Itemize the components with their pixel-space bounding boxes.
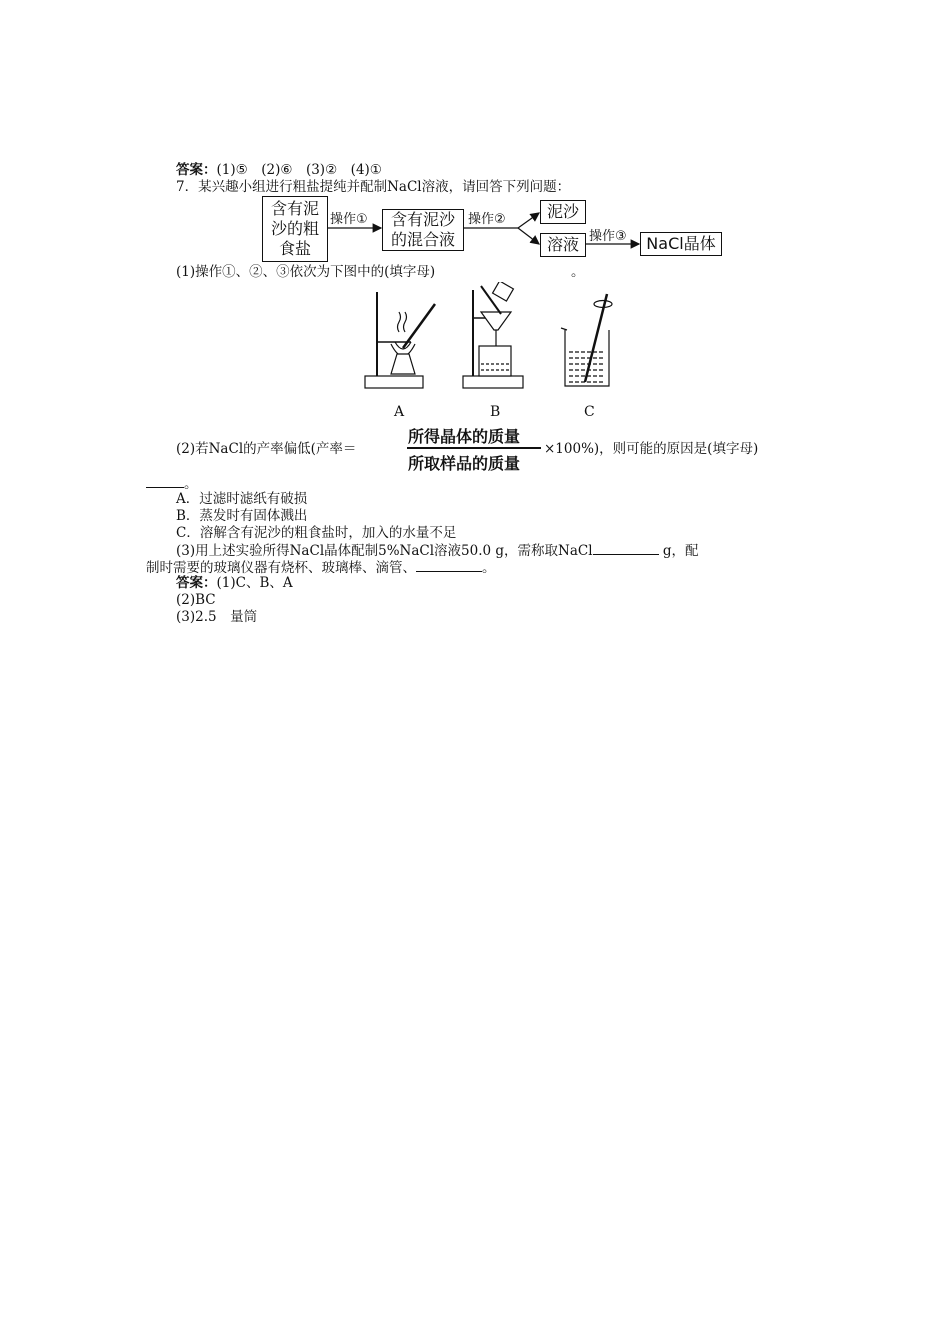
arrow-2-down bbox=[518, 228, 539, 244]
flow-box-line: 沙的粗 bbox=[270, 219, 319, 238]
answer-blank-mass[interactable] bbox=[593, 542, 659, 555]
answer-7-part3: (3)2.5 量筒 bbox=[176, 609, 258, 625]
sub-question-3-part-d: 。 bbox=[482, 560, 496, 576]
fraction-bar bbox=[407, 447, 541, 449]
arrow-2-up bbox=[518, 213, 539, 228]
apparatus-b-filtration bbox=[463, 282, 523, 388]
flow-box-solution: 溶液 bbox=[540, 233, 586, 257]
flow-box-line: 含有泥 bbox=[270, 199, 319, 218]
sub-question-2-pre: (2)若NaCl的产率偏低(产率＝ bbox=[176, 441, 357, 457]
op2-label: 操作② bbox=[468, 212, 506, 227]
answer-blank[interactable] bbox=[146, 475, 184, 488]
apparatus-a-evaporation bbox=[365, 292, 435, 388]
flow-box-line: 食盐 bbox=[278, 239, 311, 258]
sub-question-1: (1)操作①、②、③依次为下图中的(填字母) bbox=[176, 264, 436, 280]
sub-question-2-tail: 。 bbox=[184, 476, 198, 492]
answer-label: 答案： bbox=[176, 162, 217, 178]
fraction-numerator: 所得晶体的质量 bbox=[408, 427, 521, 446]
apparatus-c-dissolution bbox=[561, 294, 612, 386]
apparatus-figure bbox=[355, 282, 625, 400]
sub-question-3-line2 bbox=[146, 559, 496, 576]
option-c: C．溶解含有泥沙的粗食盐时，加入的水量不足 bbox=[176, 525, 457, 541]
apparatus-label-c: C bbox=[584, 404, 595, 420]
sub-question-3-part-a: (3)用上述实验所得NaCl晶体配制5%NaCl溶液50.0 g，需称取NaCl bbox=[176, 543, 593, 559]
answer-text: (1)⑤ (2)⑥ (3)② (4)① bbox=[216, 162, 382, 178]
sub-question-2-blank-line bbox=[146, 475, 198, 492]
sub-question-3-part-b: g，配 bbox=[658, 543, 699, 559]
option-b: B．蒸发时有固体溅出 bbox=[176, 508, 308, 524]
sub-question-1-tail: 。 bbox=[571, 264, 585, 280]
flow-arrows bbox=[0, 0, 950, 300]
sub-question-3-line1 bbox=[176, 542, 699, 559]
answer-7-line1 bbox=[176, 575, 293, 591]
flow-box-nacl-crystal: NaCl晶体 bbox=[640, 232, 722, 256]
answer-7-part2: (2)BC bbox=[176, 592, 216, 608]
answer-blank-instrument[interactable] bbox=[416, 559, 482, 572]
option-a: A．过滤时滤纸有破损 bbox=[176, 491, 308, 507]
flow-box-line: 的混合液 bbox=[390, 230, 455, 249]
fraction-denominator: 所取样品的质量 bbox=[408, 454, 521, 473]
question-stem: 7．某兴趣小组进行粗盐提纯并配制NaCl溶液，请回答下列问题： bbox=[176, 179, 571, 195]
op3-label: 操作③ bbox=[589, 229, 627, 244]
sub-question-2-post: ×100%)，则可能的原因是(填字母) bbox=[544, 441, 759, 457]
op1-label: 操作① bbox=[330, 212, 368, 227]
flow-box-sand: 泥沙 bbox=[540, 200, 586, 224]
answer-label: 答案： bbox=[176, 575, 217, 591]
apparatus-label-a: A bbox=[394, 404, 405, 420]
apparatus-label-b: B bbox=[490, 404, 501, 420]
flow-box-line: 含有泥沙 bbox=[390, 210, 455, 229]
answer-7-part1: (1)C、B、A bbox=[216, 575, 293, 591]
sub-question-3-part-c: 制时需要的玻璃仪器有烧杯、玻璃棒、滴管、 bbox=[146, 560, 416, 576]
